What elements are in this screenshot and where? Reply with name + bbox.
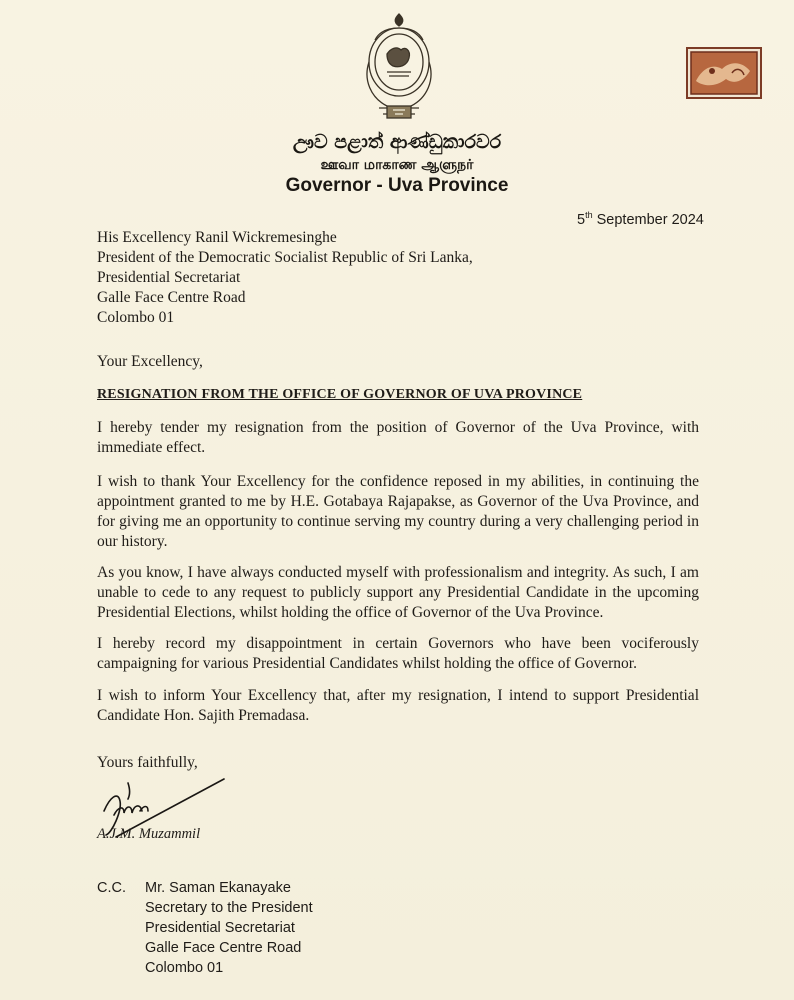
cc-line: Colombo 01 [145, 960, 224, 976]
cc-line: Secretary to the President [145, 900, 313, 916]
addressee-block [97, 228, 473, 328]
date-day: 5 [577, 211, 586, 228]
cc-line: Mr. Saman Ekanayake [145, 880, 291, 896]
letter-date [577, 210, 704, 228]
date-rest: September 2024 [592, 211, 704, 228]
header-sinhala-title: ඌව පළාත් ආණ්ඩුකාරවර [292, 131, 502, 153]
cc-line: Galle Face Centre Road [145, 940, 302, 956]
addressee-line: Colombo 01 [97, 309, 175, 326]
body-paragraph: I wish to inform Your Excellency that, after my resignation, I intend to support Presidential Candidate Hon. Sajith Premadasa. [97, 687, 699, 724]
body-paragraph: As you know, I have always conducted myself with professionalism and integrity. As such, I am unable to cede to any request to publicly support any Presidential Candidate in the upcoming Presidential Elections, whilst holding the office of Governor of the Uva Province. [97, 564, 699, 621]
national-emblem-icon [357, 10, 441, 122]
body-paragraph: I hereby record my disappointment in certain Governors who have been vociferously campaigning for various Presidential Candidates whilst holding the office of Governor. [97, 635, 699, 672]
addressee-line: His Excellency Ranil Wickremesinghe [97, 229, 337, 246]
body-paragraph: I wish to thank Your Excellency for the confidence reposed in my abilities, in continuing the appointment granted to me by H.E. Gotabaya Rajapakse, as Governor of the Uva Province, and for giving me an opportunity to continue serving my country during a very challenging period in our history. [97, 473, 699, 550]
closing: Yours faithfully, [97, 754, 198, 771]
cc-label: C.C. [97, 880, 126, 896]
date-suffix: th [585, 210, 593, 220]
header-tamil-title: ஊவா மாகாண ஆளுநர் [320, 157, 474, 173]
postage-stamp-icon [686, 47, 762, 99]
addressee-line: Presidential Secretariat [97, 269, 241, 286]
cc-recipient-block [145, 878, 313, 978]
cc-line: Presidential Secretariat [145, 920, 295, 936]
body-paragraph: I hereby tender my resignation from the position of Governor of the Uva Province, with immediate effect. [97, 419, 699, 456]
header-english-title: Governor - Uva Province [285, 175, 509, 196]
signatory-name: A.J.M. Muzammil [97, 826, 201, 842]
salutation: Your Excellency, [97, 353, 203, 370]
subject-line: RESIGNATION FROM THE OFFICE OF GOVERNOR OF UVA PROVINCE [97, 387, 583, 402]
addressee-line: President of the Democratic Socialist Republic of Sri Lanka, [97, 249, 473, 266]
addressee-line: Galle Face Centre Road [97, 289, 246, 306]
